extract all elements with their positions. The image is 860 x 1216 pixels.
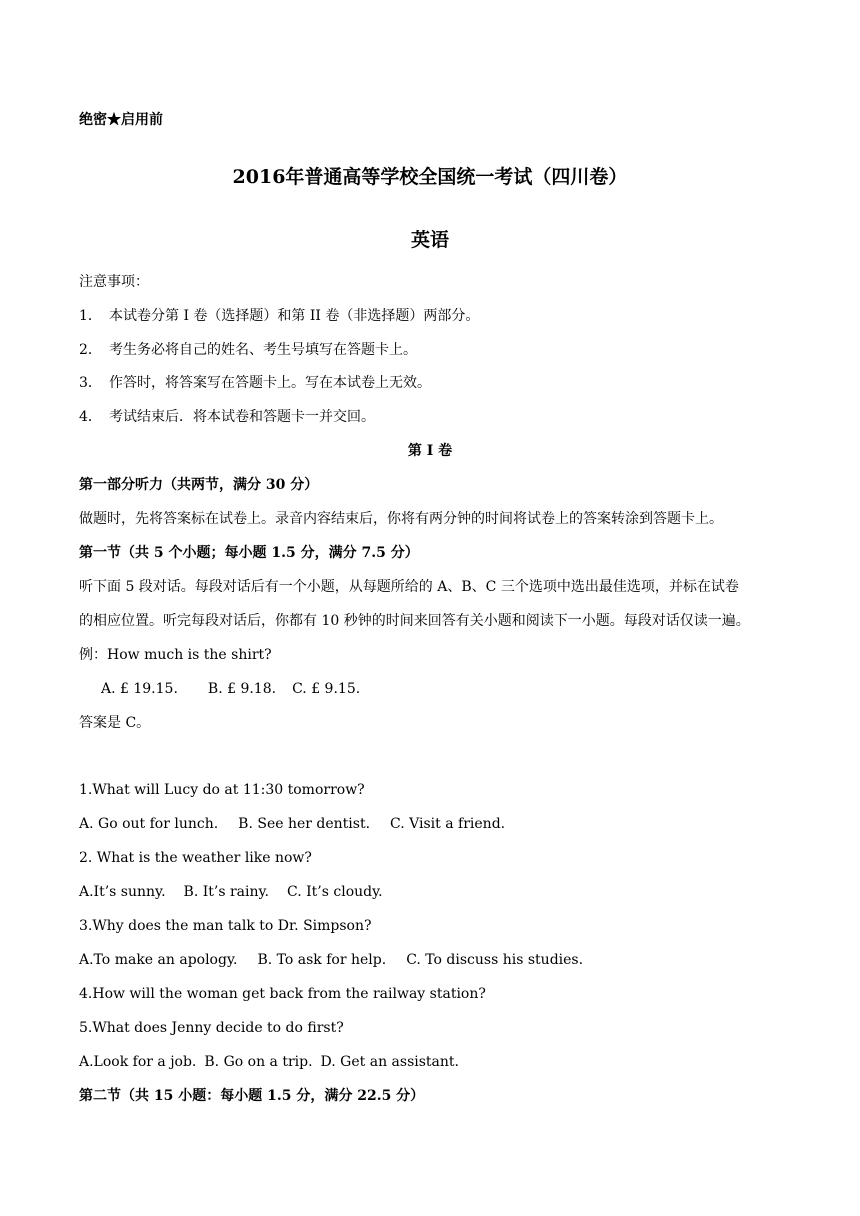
- subject-title: 英语: [410, 229, 449, 251]
- volume-label: 第 I 卷: [407, 443, 453, 459]
- exam-title: 2016年普通高等学校全国统一考试（四川卷）: [232, 166, 628, 188]
- note-number: 2．: [79, 342, 102, 358]
- note-item: [79, 373, 431, 393]
- note-item: [79, 340, 417, 360]
- note-text: 考生务必将自己的姓名、考生号填写在答题卡上。: [109, 342, 417, 358]
- option: B. See her dentist.: [238, 816, 371, 832]
- option: C. It’s cloudy.: [287, 884, 383, 900]
- example-option: B. £ 9.18.: [207, 681, 277, 697]
- question-text: 4.How will the woman get back from the railway station?: [79, 986, 486, 1002]
- option: C. Visit a friend.: [390, 816, 506, 832]
- notes-heading: 注意事项：: [79, 274, 149, 290]
- option: A. Go out for lunch.: [79, 816, 219, 832]
- note-text: 考试结束后．将本试卷和答题卡一并交回。: [109, 409, 375, 425]
- question-text: 1.What will Lucy do at 11:30 tomorrow?: [79, 782, 365, 798]
- note-text: 本试卷分第 I 卷（选择题）和第 II 卷（非选择题）两部分。: [109, 308, 480, 324]
- option: D. Get an assistant.: [320, 1054, 459, 1070]
- option: A.To make an apology.: [79, 952, 238, 968]
- example-options: [101, 679, 360, 699]
- question-text: 5.What does Jenny decide to do first?: [79, 1020, 344, 1036]
- section1-instruction: 听下面 5 段对话。每段对话后有一个小题，从每题所给的 A、B、C 三个选项中选出最佳选项，并标在试卷: [79, 579, 739, 595]
- option: C. To discuss his studies.: [406, 952, 584, 968]
- question-options: [79, 882, 383, 902]
- note-item: [79, 407, 375, 427]
- note-number: 3．: [79, 375, 102, 391]
- note-text: 作答时，将答案写在答题卡上。写在本试卷上无效。: [109, 375, 431, 391]
- option: B. It’s rainy.: [183, 884, 270, 900]
- question-text: 3.Why does the man talk to Dr. Simpson?: [79, 918, 372, 934]
- section1-instruction: 的相应位置。听完每段对话后，你都有 10 秒钟的时间来回答有关小题和阅读下一小题。每段对话仅读一遍。: [79, 613, 750, 629]
- option: A.Look for a job.: [79, 1054, 197, 1070]
- example-answer: 答案是 C。: [79, 715, 151, 731]
- section2-heading: 第二节（共 15 小题：每小题 1.5 分，满分 22.5 分）: [79, 1088, 425, 1104]
- question-options: [79, 814, 505, 834]
- part1-instruction: 做题时，先将答案标在试卷上。录音内容结束后，你将有两分钟的时间将试卷上的答案转涂到答题卡上。: [79, 511, 723, 527]
- example-option: A. £ 19.15.: [101, 681, 178, 697]
- example-question: 例：How much is the shirt?: [79, 647, 272, 663]
- note-number: 4．: [79, 409, 102, 425]
- secret-label: 绝密★启用前: [79, 112, 163, 128]
- note-item: [79, 306, 479, 326]
- question-options: [79, 950, 583, 970]
- option: A.It’s sunny.: [79, 884, 166, 900]
- question-options: [79, 1052, 459, 1072]
- example-option: C. £ 9.15.: [292, 681, 361, 697]
- question-text: 2. What is the weather like now?: [79, 850, 312, 866]
- section1-heading: 第一节（共 5 个小题；每小题 1.5 分，满分 7.5 分）: [79, 545, 419, 561]
- part1-heading: 第一部分听力（共两节，满分 30 分）: [79, 477, 319, 493]
- note-number: 1．: [79, 308, 102, 324]
- option: B. Go on a trip.: [204, 1054, 313, 1070]
- option: B. To ask for help.: [257, 952, 387, 968]
